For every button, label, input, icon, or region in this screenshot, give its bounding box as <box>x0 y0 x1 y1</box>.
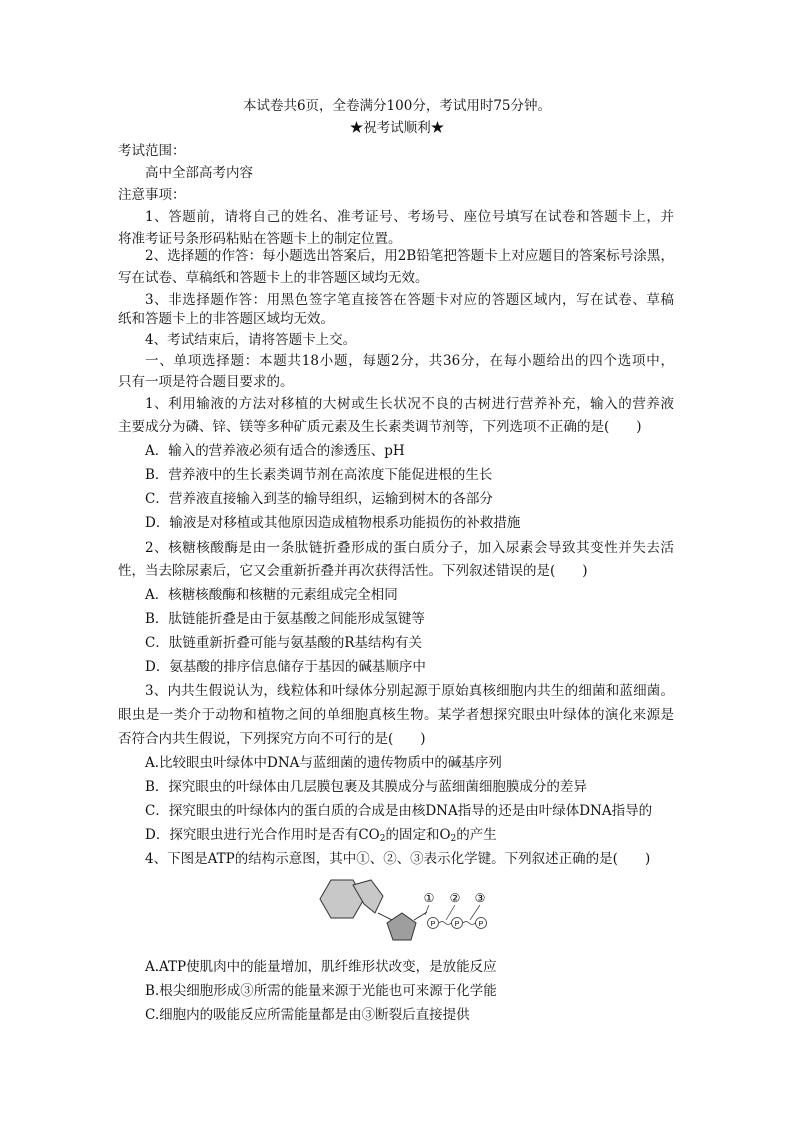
question-1-option-d: D．输液是对移植或其他原因造成植物根系功能损伤的补救措施 <box>145 515 521 531</box>
good-luck-line: ★祝考试顺利★ <box>349 120 445 136</box>
scope-label: 考试范围： <box>118 143 186 159</box>
section-1-heading-line-2: 只有一项是符合题目要求的。 <box>118 374 294 390</box>
note-3-line-1: 3、非选择题作答：用黑色签字笔直接答在答题卡对应的答题区域内，写在试卷、草稿 <box>145 292 674 308</box>
note-2-line-2: 写在试卷、草稿纸和答题卡上的非答题区域均无效。 <box>118 270 429 286</box>
high-energy-bond-3 <box>463 922 475 925</box>
note-2-line-1: 2、选择题的作答：每小题选出答案后，用2B铅笔把答题卡上对应题目的答案标号涂黑， <box>145 248 674 264</box>
high-energy-bond-2 <box>439 922 451 925</box>
question-2-stem-line-1: 2、核糖核酸酶是由一条肽链折叠形成的蛋白质分子，加入尿素会导致其变性并失去活 <box>145 540 674 556</box>
section-1-heading-line-1: 一、单项选择题：本题共18小题，每题2分，共36分，在每小题给出的四个选项中， <box>145 353 674 369</box>
question-3-option-d: D．探究眼虫进行光合作用时是否有$CO_2$的固定和$O_2$的产生 <box>145 827 497 844</box>
question-3-option-c: C．探究眼虫的叶绿体内的蛋白质的合成是由核DNA指导的还是由叶绿体DNA指导的 <box>145 803 653 819</box>
phosphate-3-label: P <box>478 921 484 928</box>
question-3-stem-line-2: 眼虫是一类介于动物和植物之间的单细胞真核生物。某学者想探究眼虫叶绿体的演化来源是 <box>118 707 674 723</box>
notes-label: 注意事项： <box>118 187 186 203</box>
question-2-option-b: B．肽链能折叠是由于氨基酸之间能形成氢键等 <box>145 611 425 627</box>
question-4-option-a: A.ATP使肌肉中的能量增加，肌纤维形状改变，是放能反应 <box>145 959 497 975</box>
note-1-line-1: 1、答题前，请将自己的姓名、准考证号、考场号、座位号填写在试卷和答题卡上，并 <box>145 209 674 225</box>
atp-structure-diagram <box>316 876 496 948</box>
question-4-option-c: C.细胞内的吸能反应所需能量都是由③断裂后直接提供 <box>145 1007 470 1023</box>
phosphate-2-label: P <box>454 921 460 928</box>
question-3-option-a: A.比较眼虫叶绿体中DNA与蓝细菌的遗传物质中的碱基序列 <box>145 755 502 771</box>
question-3-stem-line-3: 否符合内共生假说，下列探究方向不可行的是( ) <box>118 731 426 747</box>
bond-to-phosphate <box>414 912 427 920</box>
question-2-option-a: A．核糖核酸酶和核糖的元素组成完全相同 <box>145 587 398 603</box>
bond-3-label: ③ <box>474 891 486 905</box>
exam-info: 本试卷共6页，全卷满分100分，考试用时75分钟。 <box>242 98 552 114</box>
scope-content: 高中全部高考内容 <box>145 165 253 181</box>
question-1-stem-line-1: 1、利用输液的方法对移植的大树或生长状况不良的古树进行营养补充，输入的营养液 <box>145 396 674 412</box>
question-1-option-c: C．营养液直接输入到茎的输导组织，运输到树木的各部分 <box>145 491 493 507</box>
bond-2-label: ② <box>449 891 461 905</box>
question-4-stem: 4、下图是ATP的结构示意图，其中①、②、③表示化学键。下列叙述正确的是( ) <box>145 851 651 867</box>
question-1-stem-line-2: 主要成分为磷、锌、镁等多种矿质元素及生长素类调节剂等，下列选项不正确的是( ) <box>118 419 642 435</box>
question-2-option-d: D．氨基酸的排序信息储存于基因的碱基顺序中 <box>145 659 426 675</box>
question-3-option-b: B．探究眼虫的叶绿体由几层膜包裹及其膜成分与蓝细菌细胞膜成分的差异 <box>145 779 587 795</box>
note-4: 4、考试结束后，请将答题卡上交。 <box>145 332 357 348</box>
bond-1-label: ① <box>423 891 435 905</box>
question-4-option-b: B.根尖细胞形成③所需的能量来源于光能也可来源于化学能 <box>145 983 497 999</box>
question-1-option-b: B．营养液中的生长素类调节剂在高浓度下能促进根的生长 <box>145 467 493 483</box>
question-1-option-a: A．输入的营养液必须有适合的渗透压、pH <box>145 443 405 459</box>
question-3-stem-line-1: 3、内共生假说认为，线粒体和叶绿体分别起源于原始真核细胞内共生的细菌和蓝细菌。 <box>145 683 674 699</box>
note-3-line-2: 纸和答题卡上的非答题区域均无效。 <box>118 311 334 327</box>
question-2-option-c: C．肽链重新折叠可能与氨基酸的R基结构有关 <box>145 635 422 651</box>
note-1-line-2: 将准考证号条形码粘贴在答题卡上的制定位置。 <box>118 231 402 247</box>
question-2-stem-line-2: 性，当去除尿素后，它又会重新折叠并再次获得活性。下列叙述错误的是( ) <box>118 563 588 579</box>
ribose-pentagon <box>387 913 416 940</box>
phosphate-1-label: P <box>430 921 436 928</box>
